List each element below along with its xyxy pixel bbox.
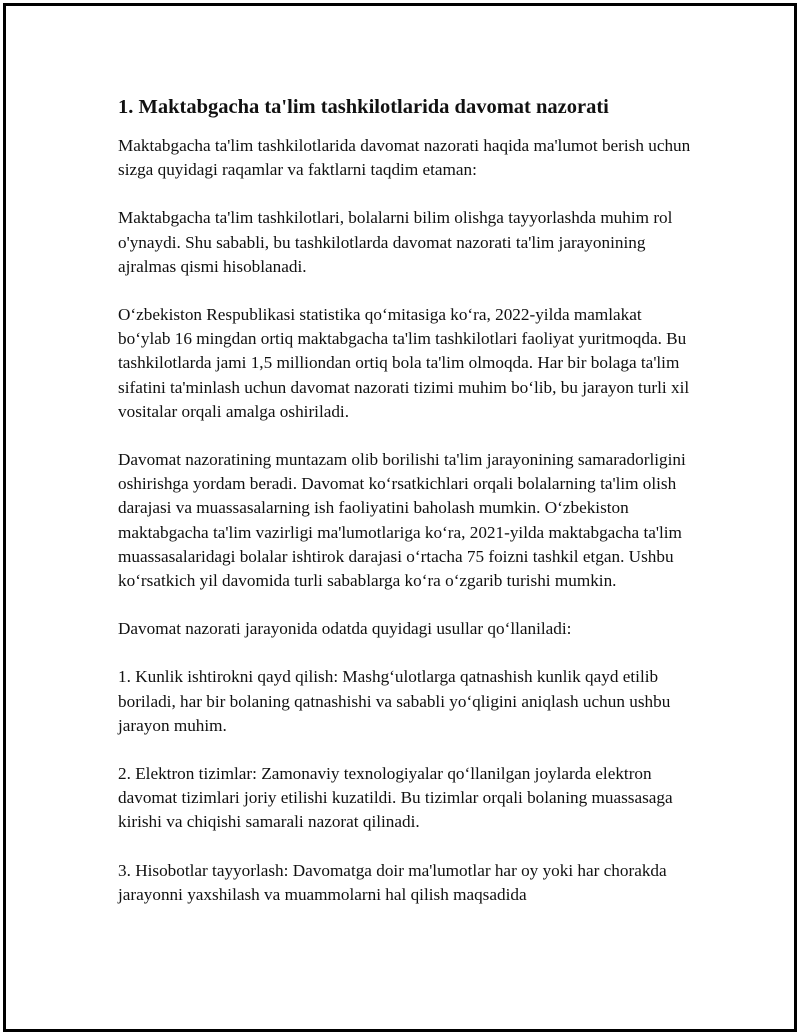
list-item-electronic-systems: 2. Elektron tizimlar: Zamonaviy texnologiyalar qo‘llanilgan joylarda elektron davomat tizimlari joriy etilishi kuzatildi. Bu tizimlar orqali bolaning muassasaga kirishi va chiqishi samarali nazorat qilinadi. [118, 764, 673, 832]
list-item-daily-record: 1. Kunlik ishtirokni qayd qilish: Mashg‘ulotlarga qatnashish kunlik qayd etilib boriladi, har bir bolaning qatnashishi va sababli yo‘qligini aniqlash uchun ushbu jarayon muhim. [118, 667, 671, 735]
list-item-reports: 3. Hisobotlar tayyorlash: Davomatga doir ma'lumotlar har oy yoki har chorakda jarayonni yaxshilash va muammolarni hal qilish maqsadida [118, 860, 667, 904]
document-body [118, 93, 698, 931]
paragraph-methods-intro: Davomat nazorati jarayonida odatda quyidagi usullar qo‘llaniladi: [118, 619, 572, 639]
paragraph-statistics: O‘zbekiston Respublikasi statistika qo‘mitasiga ko‘ra, 2022-yilda mamlakat bo‘ylab 16 mingdan ortiq maktabgacha ta'lim tashkilotlari faoliyat yuritmoqda. Bu tashkilotlarda jami 1,5 milliondan ortiq bola ta'lim olmoqda. Har bir bolaga ta'lim sifatini ta'minlash uchun davomat nazorati tizimi muhim bo‘lib, bu jarayon turli xil vositalar orqali amalga oshiriladi. [118, 305, 690, 421]
paragraph-intro: Maktabgacha ta'lim tashkilotlarida davomat nazorati haqida ma'lumot berish uchun sizga quyidagi raqamlar va faktlarni taqdim etaman: [118, 136, 691, 180]
paragraph-effectiveness: Davomat nazoratining muntazam olib borilishi ta'lim jarayonining samaradorligini oshirishga yordam beradi. Davomat ko‘rsatkichlari orqali bolalarning ta'lim olish darajasi va muassasalarning ish faoliyatini baholash mumkin. O‘zbekiston maktabgacha ta'lim vazirligi ma'lumotlariga ko‘ra, 2021-yilda maktabgacha ta'lim muassasalaridagi bolalar ishtirok darajasi o‘rtacha 75 foizni tashkil etgan. Ushbu ko‘rsatkich yil davomida turli sabablarga ko‘ra o‘zgarib turishi mumkin. [118, 450, 686, 591]
paragraph-role: Maktabgacha ta'lim tashkilotlari, bolalarni bilim olishga tayyorlashda muhim rol o'ynaydi. Shu sababli, bu tashkilotlarda davomat nazorati ta'lim jarayonining ajralmas qismi hisoblanadi. [118, 208, 673, 276]
document-title: 1. Maktabgacha ta'lim tashkilotlarida davomat nazorati [118, 96, 609, 118]
